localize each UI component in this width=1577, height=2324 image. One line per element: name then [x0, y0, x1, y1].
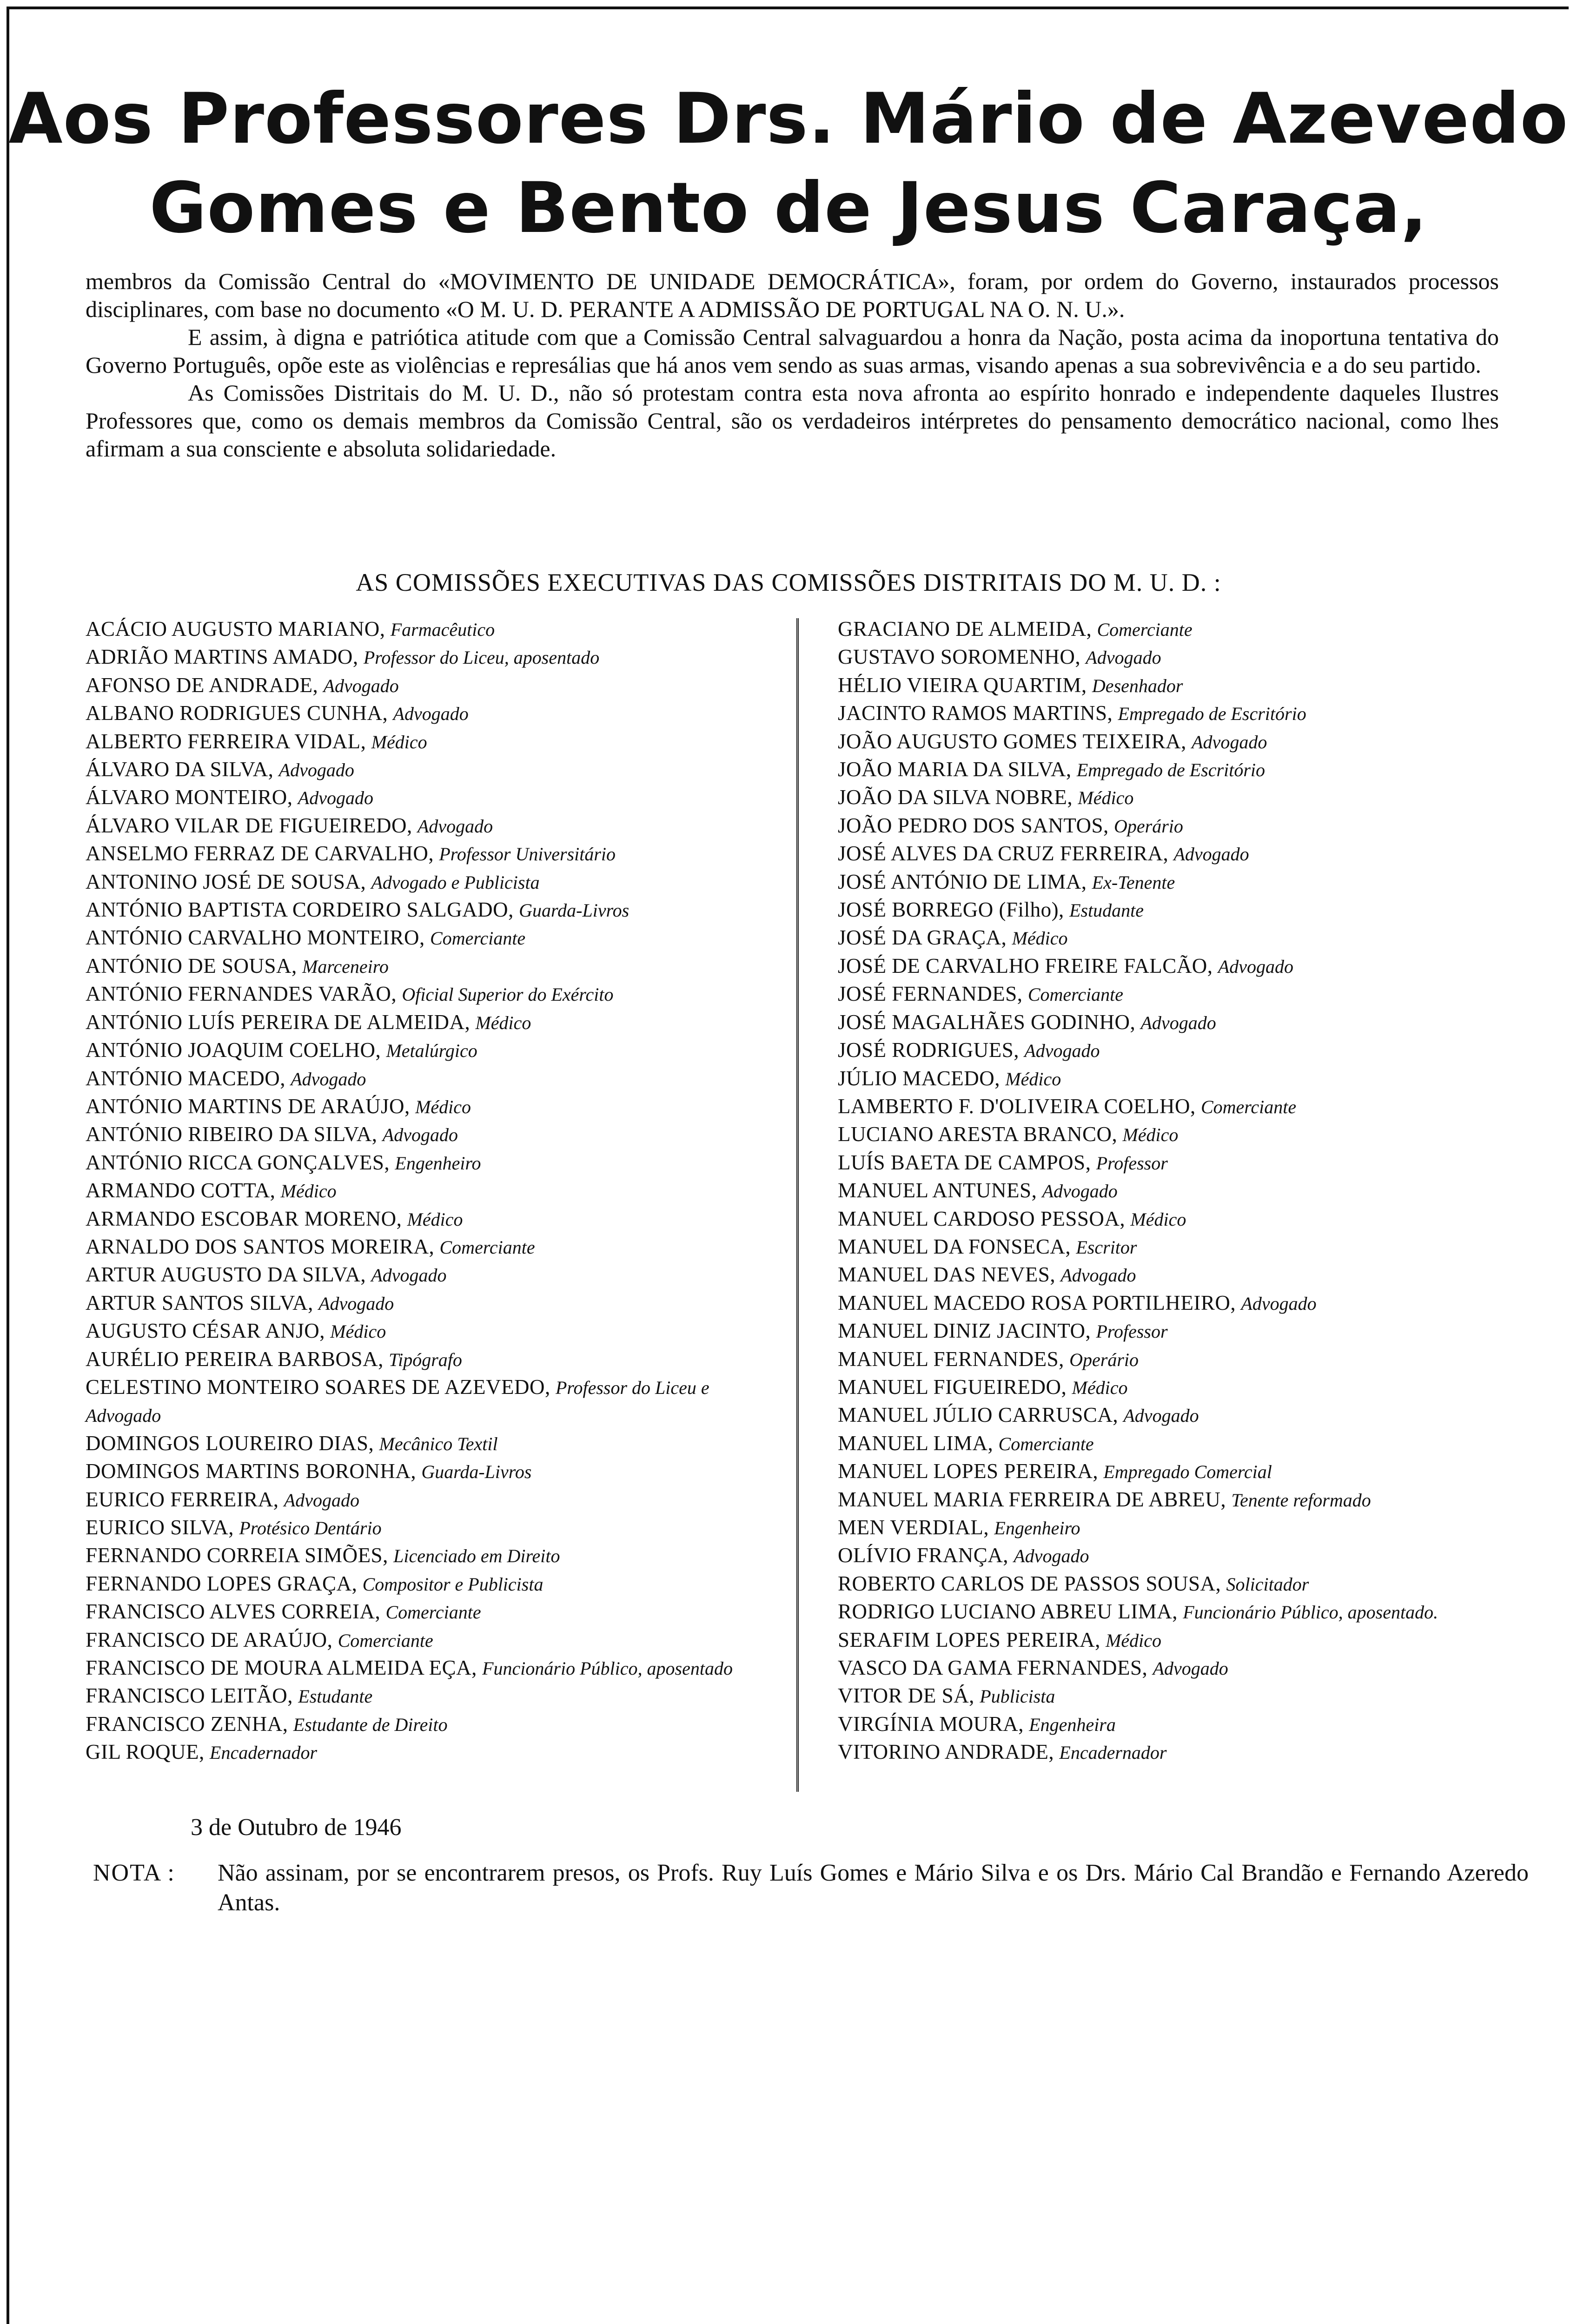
signatory-entry [838, 868, 1531, 896]
signatory-name: ÁLVARO MONTEIRO, [86, 786, 293, 809]
signatory-entry [838, 1654, 1531, 1682]
signatory-name: ANTONINO JOSÉ DE SOUSA, [86, 870, 366, 893]
signatory-profession: Oficial Superior do Exército [402, 984, 614, 1005]
signatory-name: ANTÓNIO MARTINS DE ARAÚJO, [86, 1094, 410, 1118]
signatory-profession: Professor [1096, 1152, 1168, 1174]
note-label: NOTA : [93, 1860, 175, 1886]
signatory-name: FERNANDO LOPES GRAÇA, [86, 1571, 358, 1595]
signatory-profession: Marceneiro [302, 956, 389, 977]
signatory-entry [86, 840, 783, 868]
signatory-name: ÁLVARO DA SILVA, [86, 758, 274, 781]
signatories-heading: AS COMISSÕES EXECUTIVAS DAS COMISSÕES DISTRITAIS DO M. U. D. : [356, 568, 1221, 596]
signatory-entry [838, 643, 1531, 671]
signatory-entry [86, 1373, 783, 1430]
signatory-entry [838, 812, 1531, 840]
signatory-name: ROBERTO CARLOS DE PASSOS SOUSA, [838, 1571, 1221, 1595]
signatory-name: VITOR DE SÁ, [838, 1684, 974, 1708]
signatory-entry [86, 1486, 783, 1514]
signatory-entry [86, 1514, 783, 1542]
signatory-name: FRANCISCO DE MOURA ALMEIDA EÇA, [86, 1656, 477, 1680]
signatory-profession: Funcionário Público, aposentado. [1183, 1602, 1438, 1623]
signatory-name: ALBANO RODRIGUES CUNHA, [86, 701, 388, 725]
signatory-profession: Comerciante [430, 928, 526, 949]
body-paragraph-3: As Comissões Distritais do M. U. D., não só protestam contra esta nova afronta ao espírito honrado e independente daqueles Ilustres Professores que, como os demais membros da Comissão Central, são os verdadeiros intérpretes do pensamento democrático nacional, como lhes afirmam a sua consciente e absoluta solidariedade. [86, 380, 1499, 462]
signatory-entry [86, 952, 783, 980]
signatory-profession: Estudante [1069, 900, 1144, 921]
signatory-entry [86, 1289, 783, 1317]
signatory-entry [86, 615, 783, 643]
signatory-name: JOSÉ RODRIGUES, [838, 1038, 1020, 1062]
signatory-entry [86, 1458, 783, 1486]
signatory-name: JOSÉ ALVES DA CRUZ FERREIRA, [838, 842, 1169, 865]
signatory-name: JOSÉ ANTÓNIO DE LIMA, [838, 870, 1087, 893]
signatory-profession: Advogado [1123, 1405, 1199, 1426]
signatory-name: ANTÓNIO DE SOUSA, [86, 954, 297, 977]
signatory-profession: Médico [1005, 1068, 1061, 1089]
signatory-entry [86, 1570, 783, 1598]
signatory-profession: Guarda-Livros [421, 1461, 532, 1483]
signatory-entry [838, 615, 1531, 643]
signatory-entry [838, 1317, 1531, 1345]
signatory-name: MANUEL MACEDO ROSA PORTILHEIRO, [838, 1291, 1236, 1314]
signatory-profession: Professor Universitário [439, 844, 616, 865]
signatory-profession: Solicitador [1226, 1573, 1309, 1595]
signatory-entry [86, 784, 783, 812]
signatory-profession: Advogado [323, 675, 399, 696]
signatory-entry [838, 784, 1531, 812]
signatory-entry [86, 1177, 783, 1205]
signatory-entry [86, 1598, 783, 1626]
signatory-name: MANUEL DA FONSECA, [838, 1235, 1071, 1258]
signatory-profession: Médico [280, 1181, 337, 1202]
signatory-profession: Empregado Comercial [1103, 1461, 1272, 1483]
signatory-profession: Advogado [1192, 731, 1267, 753]
document-date: 3 de Outubro de 1946 [191, 1814, 402, 1841]
signatory-entry [86, 924, 783, 952]
signatory-profession: Funcionário Público, aposentado [482, 1658, 733, 1679]
signatory-profession: Encadernador [1059, 1742, 1167, 1763]
signatory-entry [838, 1373, 1531, 1401]
signatory-profession: Advogado [1140, 1012, 1216, 1033]
signatory-entry [86, 1261, 783, 1289]
signatory-entry [86, 1738, 783, 1766]
signatory-entry [838, 1458, 1531, 1486]
signatory-name: ANTÓNIO MACEDO, [86, 1066, 285, 1090]
left-border-rule [7, 7, 9, 2324]
signatory-entry [86, 643, 783, 671]
signatory-entry [86, 1430, 783, 1458]
signatory-entry [838, 896, 1531, 924]
signatory-profession: Advogado [1014, 1545, 1089, 1567]
signatory-entry [86, 1149, 783, 1177]
signatory-name: FRANCISCO ALVES CORREIA, [86, 1600, 381, 1624]
signatory-profession: Tipógrafo [389, 1349, 462, 1370]
signatory-profession: Desenhador [1092, 675, 1183, 696]
signatory-entry [838, 1093, 1531, 1121]
signatory-profession: Encadernador [210, 1742, 318, 1763]
signatory-profession: Engenheiro [994, 1518, 1080, 1538]
signatory-entry [86, 700, 783, 727]
signatory-profession: Ex-Tenente [1092, 872, 1175, 893]
signatory-profession: Estudante [298, 1686, 373, 1707]
signatory-name: EURICO FERREIRA, [86, 1487, 279, 1511]
signatory-name: JOÃO DA SILVA NOBRE, [838, 786, 1073, 809]
signatory-profession: Médico [330, 1321, 386, 1342]
signatory-entry [838, 1121, 1531, 1149]
signatory-profession: Operário [1114, 815, 1183, 837]
signatory-name: ALBERTO FERREIRA VIDAL, [86, 729, 366, 753]
signatory-entry [86, 1233, 783, 1261]
signatory-entry [838, 1261, 1531, 1289]
signatory-entry [86, 1654, 783, 1682]
note-text: Não assinam, por se encontrarem presos, os Profs. Ruy Luís Gomes e Mário Silva e os Drs. Mário Cal Brandão e Fernando Azeredo Antas. [218, 1860, 1529, 1916]
signatory-name: FRANCISCO DE ARAÚJO, [86, 1628, 333, 1651]
signatory-name: LUÍS BAETA DE CAMPOS, [838, 1150, 1091, 1174]
body-paragraph-1: membros da Comissão Central do «MOVIMENTO DE UNIDADE DEMOCRÁTICA», foram, por ordem do Governo, instaurados processos disciplinares, com base no documento «O M. U. D. PERANTE A ADMISSÃO DE PORTUGAL NA O. N. U.». [86, 268, 1499, 322]
signatory-profession: Guarda-Livros [519, 900, 629, 921]
signatory-profession: Médico [407, 1208, 463, 1230]
signatory-entry [86, 1037, 783, 1064]
signatory-profession: Metalúrgico [386, 1040, 477, 1062]
signatory-entry [86, 1682, 783, 1710]
signatory-profession: Médico [1078, 787, 1134, 809]
signatory-profession: Engenheira [1029, 1714, 1116, 1735]
signatory-profession: Advogado [1086, 647, 1161, 668]
signatory-entry [86, 1317, 783, 1345]
signatory-entry [838, 1486, 1531, 1514]
signatory-profession: Advogado [393, 703, 469, 725]
signatory-name: ANTÓNIO CARVALHO MONTEIRO, [86, 926, 425, 950]
signatory-name: RODRIGO LUCIANO ABREU LIMA, [838, 1600, 1178, 1624]
signatory-name: ARMANDO ESCOBAR MORENO, [86, 1207, 402, 1230]
signatory-profession: Professor [1096, 1321, 1168, 1342]
signatory-profession: Advogado [1241, 1293, 1317, 1314]
signatory-profession: Comerciante [1200, 1096, 1297, 1117]
signatory-entry [838, 1009, 1531, 1037]
signatory-profession: Médico [1072, 1377, 1128, 1398]
signatory-name: ACÁCIO AUGUSTO MARIANO, [86, 617, 385, 640]
signatory-name: MANUEL ANTUNES, [838, 1179, 1037, 1202]
signatory-entry [838, 1626, 1531, 1654]
signatory-entry [86, 1626, 783, 1654]
signatory-name: JOÃO MARIA DA SILVA, [838, 758, 1072, 781]
signatory-entry [838, 1401, 1531, 1429]
signatory-entry [838, 1514, 1531, 1542]
signatory-profession: Advogado [278, 759, 354, 781]
document-title [0, 74, 1577, 253]
signatory-name: ARNALDO DOS SANTOS MOREIRA, [86, 1235, 435, 1258]
signatory-profession: Médico [415, 1096, 471, 1117]
signatory-entry [838, 1682, 1531, 1710]
signatory-profession: Escritor [1076, 1236, 1137, 1258]
title-line-2: Gomes e Bento de Jesus Caraça, [149, 168, 1428, 249]
signatory-entry [838, 1037, 1531, 1064]
signatory-name: FERNANDO CORREIA SIMÕES, [86, 1544, 388, 1567]
signatory-name: LUCIANO ARESTA BRANCO, [838, 1122, 1118, 1146]
signatory-profession: Médico [371, 731, 427, 753]
signatory-name: AURÉLIO PEREIRA BARBOSA, [86, 1347, 384, 1371]
signatory-name: ANTÓNIO BAPTISTA CORDEIRO SALGADO, [86, 898, 514, 922]
signatory-profession: Protésico Dentário [239, 1518, 382, 1538]
signatory-entry [86, 1009, 783, 1037]
signatory-name: AUGUSTO CÉSAR ANJO, [86, 1319, 325, 1343]
signatory-profession: Advogado e Publicista [371, 872, 540, 893]
signatory-name: ARTUR AUGUSTO DA SILVA, [86, 1263, 366, 1287]
signatory-name: MANUEL LIMA, [838, 1431, 994, 1455]
signatory-entry [838, 1738, 1531, 1766]
signatory-name: ADRIÃO MARTINS AMADO, [86, 645, 358, 669]
signatory-entry [838, 756, 1531, 784]
signatory-name: OLÍVIO FRANÇA, [838, 1544, 1008, 1567]
signatory-name: ANSELMO FERRAZ DE CARVALHO, [86, 842, 434, 865]
signatory-entry [838, 672, 1531, 700]
signatory-profession: Comerciante [338, 1630, 433, 1651]
signatory-name: JÚLIO MACEDO, [838, 1066, 1000, 1090]
signatory-profession: Comerciante [385, 1602, 481, 1623]
signatories-left-column [86, 615, 783, 1767]
signatory-profession: Advogado [298, 787, 373, 809]
signatory-entry [86, 896, 783, 924]
signatory-profession: Advogado [284, 1489, 359, 1511]
signatory-entry [838, 1177, 1531, 1205]
signatory-profession: Comerciante [439, 1236, 535, 1258]
signatory-entry [838, 980, 1531, 1008]
signatory-entry [838, 1710, 1531, 1738]
signatory-name: EURICO SILVA, [86, 1516, 234, 1539]
signatory-entry [86, 812, 783, 840]
signatory-entry [838, 1065, 1531, 1093]
signatory-entry [86, 1121, 783, 1149]
signatory-profession: Tenente reformado [1231, 1489, 1371, 1511]
signatory-name: JOÃO PEDRO DOS SANTOS, [838, 813, 1109, 837]
signatory-profession: Licenciado em Direito [393, 1545, 560, 1567]
signatory-entry [86, 728, 783, 756]
signatory-name: JOSÉ DE CARVALHO FREIRE FALCÃO, [838, 954, 1213, 977]
signatory-name: JOÃO AUGUSTO GOMES TEIXEIRA, [838, 729, 1186, 753]
signatory-name: HÉLIO VIEIRA QUARTIM, [838, 673, 1087, 697]
signatory-name: DOMINGOS LOUREIRO DIAS, [86, 1431, 374, 1455]
signatory-name: ARTUR SANTOS SILVA, [86, 1291, 313, 1314]
signatory-name: MANUEL FIGUEIREDO, [838, 1375, 1067, 1399]
signatory-profession: Comerciante [1027, 984, 1123, 1005]
top-border-rule [7, 7, 1569, 9]
signatory-entry [838, 924, 1531, 952]
signatory-entry [86, 1346, 783, 1373]
signatory-profession: Advogado [318, 1293, 394, 1314]
body-text [86, 267, 1499, 462]
signatory-profession: Compositor e Publicista [362, 1573, 543, 1595]
signatory-name: MEN VERDIAL, [838, 1516, 989, 1539]
signatory-profession: Empregado de Escritório [1118, 703, 1306, 725]
signatory-entry [86, 1710, 783, 1738]
signatory-entry [838, 1542, 1531, 1570]
signatory-profession: Estudante de Direito [293, 1714, 448, 1735]
signatory-name: ANTÓNIO RIBEIRO DA SILVA, [86, 1122, 378, 1146]
signatory-name: MANUEL MARIA FERREIRA DE ABREU, [838, 1487, 1226, 1511]
signatory-profession: Médico [475, 1012, 531, 1033]
signatory-name: MANUEL LOPES PEREIRA, [838, 1459, 1099, 1483]
signatory-name: DOMINGOS MARTINS BORONHA, [86, 1459, 417, 1483]
signatory-profession: Engenheiro [395, 1152, 481, 1174]
signatory-entry [86, 1205, 783, 1233]
signatory-entry [838, 1570, 1531, 1598]
signatories-right-column [838, 615, 1531, 1767]
signatory-name: LAMBERTO F. D'OLIVEIRA COELHO, [838, 1094, 1196, 1118]
signatory-entry [838, 1233, 1531, 1261]
signatory-profession: Advogado [1218, 956, 1293, 977]
signatory-name: JACINTO RAMOS MARTINS, [838, 701, 1113, 725]
signatory-entry [838, 840, 1531, 868]
signatory-name: VITORINO ANDRADE, [838, 1740, 1054, 1764]
signatory-entry [86, 672, 783, 700]
signatory-entry [838, 1205, 1531, 1233]
signatory-profession: Advogado [1173, 844, 1249, 865]
signatory-entry [838, 1149, 1531, 1177]
signatory-profession: Médico [1122, 1124, 1179, 1146]
signatory-entry [838, 1289, 1531, 1317]
signatory-profession: Médico [1106, 1630, 1162, 1651]
signatory-profession: Advogado [371, 1265, 447, 1286]
signatory-entry [86, 1542, 783, 1570]
signatory-entry [838, 728, 1531, 756]
signatory-profession: Publicista [980, 1686, 1055, 1707]
signatory-profession: Farmacêutico [390, 619, 495, 640]
signatory-profession: Médico [1012, 928, 1068, 949]
signatory-name: JOSÉ BORREGO (Filho), [838, 898, 1064, 922]
signatory-profession: Advogado [1042, 1181, 1118, 1202]
signatory-profession: Advogado [1153, 1658, 1228, 1679]
title-line-1: Aos Professores Drs. Mário de Azevedo [8, 79, 1569, 159]
signatory-profession: Advogado [291, 1068, 366, 1089]
signatory-profession: Professor do Liceu, aposentado [363, 647, 600, 668]
signatory-name: GRACIANO DE ALMEIDA, [838, 617, 1092, 640]
signatory-name: JOSÉ FERNANDES, [838, 982, 1023, 1006]
signatory-entry [838, 952, 1531, 980]
signatory-entry [86, 1065, 783, 1093]
signatory-name: JOSÉ MAGALHÃES GODINHO, [838, 1010, 1136, 1034]
signatory-name: MANUEL FERNANDES, [838, 1347, 1064, 1371]
signatory-entry [86, 868, 783, 896]
signatory-profession: Empregado de Escritório [1076, 759, 1265, 781]
signatory-profession: Comerciante [998, 1433, 1094, 1454]
signatory-profession: Professor do Liceu e Advogado [86, 1377, 709, 1426]
column-divider [796, 618, 799, 1792]
signatory-name: GUSTAVO SOROMENHO, [838, 645, 1081, 669]
signatory-name: VIRGÍNIA MOURA, [838, 1712, 1024, 1736]
signatory-name: ANTÓNIO RICCA GONÇALVES, [86, 1150, 390, 1174]
signatory-name: FRANCISCO LEITÃO, [86, 1684, 293, 1708]
signatory-entry [86, 980, 783, 1008]
signatory-name: JOSÉ DA GRAÇA, [838, 926, 1007, 950]
signatory-name: MANUEL CARDOSO PESSOA, [838, 1207, 1126, 1230]
signatory-entry [838, 700, 1531, 727]
signatory-entry [838, 1430, 1531, 1458]
signatory-name: MANUEL DAS NEVES, [838, 1263, 1056, 1287]
signatory-name: ANTÓNIO LUÍS PEREIRA DE ALMEIDA, [86, 1010, 470, 1034]
signatory-profession: Médico [1130, 1208, 1186, 1230]
signatory-name: SERAFIM LOPES PEREIRA, [838, 1628, 1100, 1651]
signatory-name: ARMANDO COTTA, [86, 1179, 276, 1202]
signatory-profession: Advogado [382, 1124, 458, 1146]
signatory-name: CELESTINO MONTEIRO SOARES DE AZEVEDO, [86, 1375, 550, 1399]
signatory-profession: Advogado [1024, 1040, 1100, 1062]
signatory-entry [838, 1598, 1531, 1626]
signatory-name: MANUEL JÚLIO CARRUSCA, [838, 1403, 1119, 1427]
signatory-name: ÁLVARO VILAR DE FIGUEIREDO, [86, 813, 412, 837]
signatory-profession: Comerciante [1097, 619, 1193, 640]
signatory-profession: Operário [1069, 1349, 1139, 1370]
signatory-profession: Advogado [417, 815, 493, 837]
signatory-name: ANTÓNIO FERNANDES VARÃO, [86, 982, 397, 1006]
signatory-name: AFONSO DE ANDRADE, [86, 673, 318, 697]
signatory-profession: Mecânico Textil [379, 1433, 498, 1454]
signatory-name: FRANCISCO ZENHA, [86, 1712, 288, 1736]
signatory-name: MANUEL DINIZ JACINTO, [838, 1319, 1091, 1343]
signatory-entry [86, 756, 783, 784]
signatory-name: ANTÓNIO JOAQUIM COELHO, [86, 1038, 381, 1062]
body-paragraph-2: E assim, à digna e patriótica atitude com que a Comissão Central salvaguardou a honra da Nação, posta acima da inoportuna tentativa do Governo Português, opõe este as violências e represálias que há anos vem sendo as suas armas, visando apenas a sua sobrevivência e a do seu partido. [86, 324, 1499, 378]
signatory-profession: Advogado [1060, 1265, 1136, 1286]
signatory-entry [86, 1093, 783, 1121]
signatory-entry [838, 1346, 1531, 1373]
signatory-name: VASCO DA GAMA FERNANDES, [838, 1656, 1148, 1680]
signatory-name: GIL ROQUE, [86, 1740, 205, 1764]
